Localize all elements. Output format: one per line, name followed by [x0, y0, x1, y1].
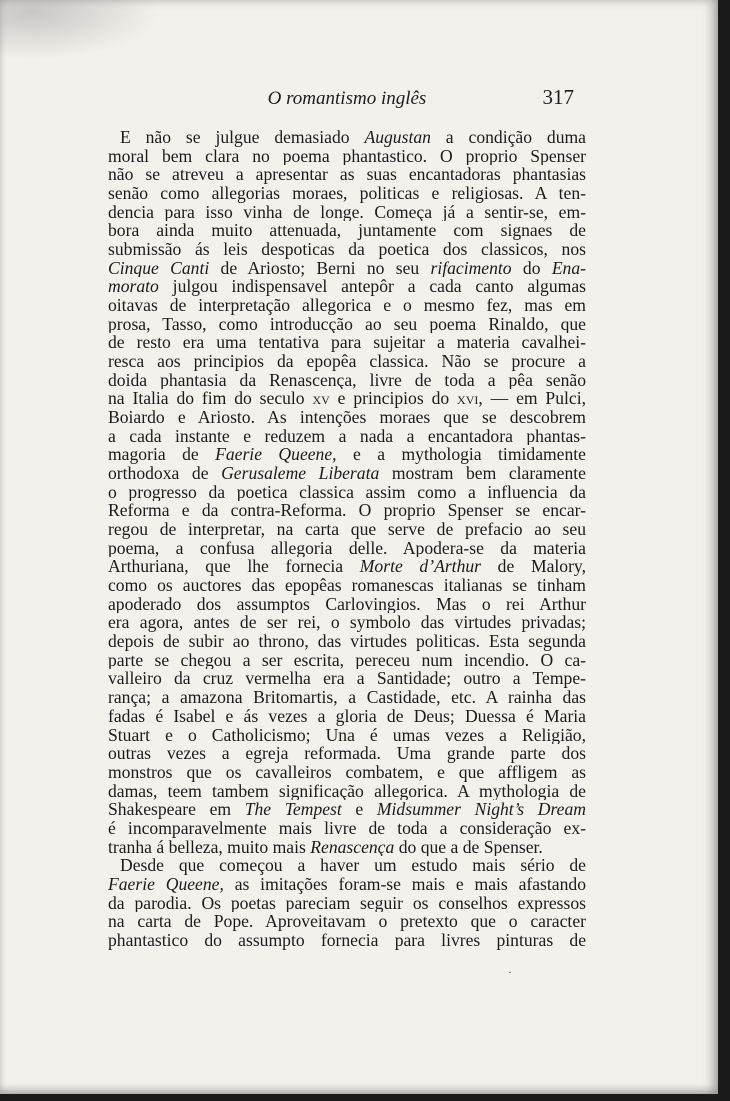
text-segment: e a mythologia timidamente: [336, 445, 586, 465]
page-smudge: [0, 0, 160, 60]
text-line: [108, 539, 586, 558]
text-segment: a condição duma: [430, 128, 586, 147]
text-segment: submissão ás leis despoticas da poetica dos classicos, nos: [108, 240, 586, 259]
text-segment: Desde que começou a haver um estudo mais sério de: [120, 856, 586, 875]
text-line: [108, 651, 586, 670]
text-line: [108, 632, 586, 651]
text-line: [108, 221, 586, 240]
running-title: O romantismo inglês: [267, 88, 427, 109]
text-line: [108, 483, 586, 502]
text-segment: orthodoxa de: [108, 464, 222, 483]
text-segment: era agora, antes de ser rei, o symbolo das virtudes privadas;: [108, 613, 586, 633]
text-segment: do que a de Spenser.: [394, 837, 543, 857]
italic-segment: Gerusaleme Liberata: [221, 464, 380, 483]
text-line: [108, 782, 586, 801]
text-line: [108, 464, 586, 483]
text-segment: o progresso da poetica classica assim como a influencia da: [108, 482, 586, 502]
text-segment: valleiro da cruz vermelha era a Santidade; outro a Tempe-: [108, 669, 586, 689]
text-line: [108, 147, 586, 166]
text-segment: de Malory,: [481, 557, 586, 577]
text-line: [108, 912, 586, 931]
text-segment: senão como allegorias moraes, politicas e religiosas. A ten-: [108, 184, 586, 203]
text-segment: parte se chegou a ser escrita, pereceu num incendio. O ca-: [108, 650, 586, 670]
text-line: [108, 744, 586, 763]
text-segment: Boiardo e Ariosto. As intenções moraes que se descobrem: [108, 408, 586, 427]
text-segment: moral bem clara no poema phantastico. O proprio Spenser: [108, 146, 586, 166]
text-line: [108, 931, 586, 950]
text-line: [108, 576, 586, 595]
text-line: [108, 763, 586, 782]
text-line: [108, 894, 586, 913]
text-segment: regou de interpretar, na carta que serve de prefacio ao seu: [108, 520, 586, 539]
text-segment: julgou indispensavel antepôr a cada canto algumas: [158, 277, 586, 297]
italic-segment: Midsummer Night’s Dream: [376, 800, 586, 819]
text-segment: Shakespeare em: [108, 800, 245, 819]
text-segment: como os auctores das epopêas romanescas italianas se tinham: [108, 576, 586, 595]
italic-segment: The Tempest: [244, 800, 342, 819]
text-segment: damas, teem tambem significação allegorica. A mythologia de: [108, 781, 586, 801]
text-line: [108, 408, 586, 427]
text-line: [108, 707, 586, 726]
italic-segment: morato: [108, 277, 159, 297]
text-segment: rança; a amazona Britomartis, a Castidade, etc. A rainha das: [108, 688, 586, 707]
text-segment: xv: [312, 389, 330, 409]
text-segment: da parodia. Os poetas pareciam seguir os conselhos expressos: [108, 893, 586, 913]
text-line: [108, 203, 586, 222]
text-segment: dencia para isso vinha de longe. Começa já a sentir-se, em-: [108, 202, 586, 222]
text-line: [108, 875, 586, 894]
text-line: [108, 520, 586, 539]
text-line: [108, 184, 586, 203]
text-line: [108, 240, 586, 259]
page-number: 317: [542, 85, 574, 109]
text-segment: na carta de Pope. Aproveitavam o pretexto que o caracter: [108, 912, 586, 931]
text-line: [108, 352, 586, 371]
text-line: [108, 259, 586, 278]
text-segment: prosa, Tasso, como introducção ao seu poema Rinaldo, que: [108, 314, 586, 334]
text-line: [108, 128, 586, 147]
text-line: [108, 856, 586, 875]
text-segment: Stuart e o Catholicismo; Una é umas vezes a Religião,: [108, 725, 586, 745]
text-segment: poema, a confusa allegoria delle. Apodera-se da materia: [108, 538, 586, 558]
text-segment: a cada instante e reduzem a nada a encantadora phantas-: [108, 426, 586, 446]
text-line: [108, 726, 586, 745]
text-line: [108, 315, 586, 334]
text-line: [108, 445, 586, 464]
text-line: [108, 613, 586, 632]
text-segment: Reforma e da contra-Reforma. O proprio Spenser se encar-: [108, 501, 586, 521]
text-segment: as imitações foram-se mais e mais afastando: [223, 874, 586, 894]
text-segment: do: [511, 258, 552, 278]
text-segment: depois de subir ao throno, das virtudes politicas. Esta segunda: [108, 632, 586, 651]
text-segment: de resto era uma tentativa para sujeitar a materia cavalhei-: [108, 333, 586, 353]
ink-speck: ·: [508, 965, 512, 979]
body-text: [108, 128, 586, 950]
text-line: [108, 595, 586, 614]
text-segment: bora ainda muito attenuada, juntamente com signaes de: [108, 221, 586, 241]
text-line: [108, 669, 586, 688]
text-segment: , — em Pulci,: [478, 389, 586, 409]
italic-segment: Morte d’Arthur: [359, 557, 482, 577]
text-segment: E não se julgue demasiado: [120, 128, 365, 147]
text-segment: resca aos principios da epopêa classica. Não se procure a: [108, 352, 586, 371]
text-segment: apoderado dos assumptos Carlovingios. Mas o rei Arthur: [108, 594, 586, 614]
text-line: [108, 838, 586, 857]
text-line: [108, 427, 586, 446]
text-segment: Arthuriana, que lhe fornecia: [108, 557, 360, 577]
text-line: [108, 296, 586, 315]
text-segment: na Italia do fim do seculo: [108, 389, 313, 409]
text-segment: não se atreveu a apresentar as suas encantadoras phantasias: [108, 165, 586, 185]
text-segment: mostram bem claramente: [379, 464, 586, 483]
text-line: [108, 819, 586, 838]
italic-segment: Renascença: [310, 837, 395, 857]
text-line: [108, 688, 586, 707]
text-line: [108, 501, 586, 520]
text-line: [108, 557, 586, 576]
text-line: [108, 371, 586, 390]
italic-segment: Augustan: [364, 128, 431, 147]
italic-segment: Faerie Queene,: [215, 445, 337, 465]
text-line: [108, 333, 586, 352]
text-segment: phantastico do assumpto fornecia para livres pinturas de: [108, 930, 586, 950]
text-segment: doida phantasia da Renascença, livre de toda a pêa senão: [108, 370, 586, 390]
text-segment: é incomparavelmente mais livre de toda a consideração ex-: [108, 818, 586, 838]
italic-segment: rifacimento: [430, 258, 512, 278]
text-segment: e principios do: [329, 389, 458, 409]
text-segment: e: [341, 800, 377, 819]
text-line: [108, 800, 586, 819]
text-line: [108, 165, 586, 184]
text-line: [108, 389, 586, 408]
italic-segment: Ena-: [551, 258, 586, 278]
italic-segment: Faerie Queene,: [108, 874, 224, 894]
text-line: [108, 277, 586, 296]
text-segment: de Ariosto; Berni no seu: [209, 258, 431, 278]
text-segment: monstros que os cavalleiros combatem, e que affligem as: [108, 762, 586, 782]
page-header: [108, 85, 586, 114]
text-segment: fadas é Isabel e ás vezes a gloria de Deus; Duessa é Maria: [108, 706, 586, 726]
text-segment: magoria de: [108, 445, 216, 465]
text-segment: xvi: [457, 389, 479, 409]
text-segment: tranha á belleza, muito mais: [108, 837, 311, 857]
italic-segment: Cinque Canti: [108, 258, 210, 278]
text-segment: oitavas de interpretação allegorica e o mesmo fez, mas em: [108, 296, 586, 315]
text-segment: outras vezes a egreja reformada. Uma grande parte dos: [108, 744, 586, 763]
